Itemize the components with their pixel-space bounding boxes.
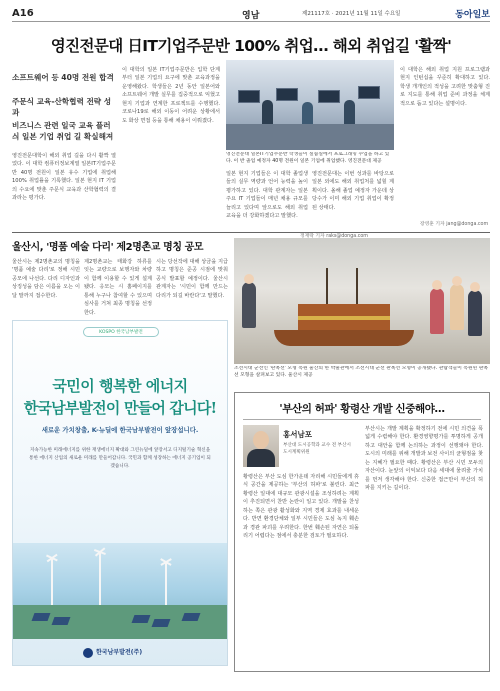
advertisement <box>12 320 228 666</box>
portrait-head <box>253 431 269 449</box>
solar-panel-icon <box>182 613 201 621</box>
ship-mast <box>326 268 328 304</box>
column-divider <box>243 419 481 420</box>
masthead <box>12 8 490 22</box>
ad-landscape-image <box>13 543 227 639</box>
section-name: 영남 <box>242 11 260 21</box>
visitor-figure <box>468 290 482 336</box>
solar-panel-icon <box>132 615 151 623</box>
article2-body-column: 제2명촌교는 태화강 하류를 잇는 교량으로 보행자와 차량이 함께 이용할 수 있게 설계됐다. 응모는 시 홈페이지를 통해 누구나 참여할 수 있으며 심사를 거쳐 최종 명칭을 선정한다. <box>84 259 152 316</box>
wind-turbine-icon <box>165 561 167 605</box>
author-name: 홍서남포 <box>283 430 312 439</box>
ship-model-photo <box>234 238 490 364</box>
ad-slogan: 국민이 행복한 에너지 <box>52 377 188 395</box>
article-body-column: 이 대학은 해외 취업 지원 프로그램과 현지 인턴십을 꾸준히 확대하고 있다. 학생 개개인의 적성을 고려한 맞춤형 진로 지도를 통해 취업 준비 과정을 체계적으로 돕고 있다는 설명이다. <box>400 67 490 107</box>
visitor-figure <box>430 288 444 334</box>
visitor-figure <box>242 282 256 328</box>
desk-shape <box>226 124 394 150</box>
ad-company-name: 한국남부발전(주) <box>96 649 143 656</box>
ship-hull <box>274 330 414 346</box>
article-subhead: 비즈니스 관련 일국 교육 플러싀 일본 기업 취업 길 확실해져 <box>12 121 114 142</box>
ad-slogan: 한국남부발전이 만들어 갑니다! <box>23 399 217 417</box>
page-number: A16 <box>12 8 34 19</box>
portrait-body <box>247 449 275 467</box>
ship-stripe <box>298 316 390 320</box>
article-subhead: 소프트웨어 등 40명 전원 합격 <box>12 73 114 82</box>
photo-caption: 영진전문대 일본IT기업주문반 학생들이 실습실에서 프로그래밍 수업을 하고 있다. 이 반 졸업 예정자 40명 전원이 일본 기업에 취업했다. 영진전문대 제공 <box>226 152 390 164</box>
visitor-head <box>470 282 480 292</box>
monitor-shape <box>238 90 260 103</box>
author-portrait <box>243 425 279 467</box>
ad-brand-tag: KOSPO 한국남부발전 <box>83 327 159 337</box>
solar-panel-icon <box>152 619 171 627</box>
visitor-figure <box>450 284 464 330</box>
article2-body-column: 시는 당선작에 대해 상금을 지급하고 명칭은 준공 시점에 맞춰 공식 발표할 예정이다. 울산시 관계자는 '시민이 함께 만드는 다리가 되길 바란다'고 말했다. <box>156 259 228 299</box>
solar-panel-icon <box>52 617 71 625</box>
opinion-column-box <box>234 392 490 672</box>
section-divider <box>12 232 490 233</box>
article2-byline: 정재락 기자 raks@donga.com <box>300 234 368 239</box>
photo-caption: 조선시대 군선인 '판옥선' 모형 복원 울산의 한 박물관에서 조선시대 군선 판옥선 모형이 공개됐다. 관람객들이 복원된 판옥선 모형을 살펴보고 있다. 울산시 제공 <box>234 366 489 378</box>
author-role: 부산대 도시공학과 교수 전 부산시 도시계획위원 <box>283 443 351 455</box>
issue-date: 제21117호 · 2021년 11월 11일 수요일 <box>302 11 401 17</box>
article-headline: 영진전문대 日IT기업주문반 100% 취업… 해외 취업길 '활짝' <box>50 37 452 55</box>
ad-subline: 새로운 가치창출, K-뉴딜에 한국남부발전이 앞장섭니다. <box>41 426 199 434</box>
monitor-shape <box>358 86 380 99</box>
wind-turbine-icon <box>51 557 53 605</box>
column-body-para: 개발을 찬성하는 쪽은 관광 활성화와 지역 경제 효과를 내세운다. 반면 환경단체와 일부 시민들은 도심 녹지 훼손과 경관 파괴를 우려한다. 한번 훼손된 자연은 되돌리기 어렵다는 점에서 충분한 검토가 필요하다. <box>243 499 359 539</box>
visitor-head <box>244 274 254 284</box>
classroom-photo <box>226 60 394 150</box>
article-byline: 장영훈 기자 jang@donga.com <box>420 222 489 227</box>
visitor-head <box>452 276 462 286</box>
monitor-shape <box>318 90 340 103</box>
ship-mast <box>356 268 358 304</box>
article2-body-column: 울산시는 제2명촌교의 명칭을 '명품 예술 다리'로 정해 시민 공모에 나선다. 다리 디자인과 상징성을 담은 이름을 오는 이달 말까지 접수한다. <box>12 259 80 299</box>
article-body-column: 영진전문대는 이번 성과를 바탕으로 일본 외에도 해외 취업처를 넓힐 계획이다. 올해 졸업 예정자 가운데 상당수가 이미 해외 기업 취업이 확정된 상태다. <box>312 171 394 211</box>
paper-logo: 동아일보 <box>455 10 490 20</box>
student-figure <box>262 100 273 126</box>
article2-headline: 울산시, '명품 예술 다리' 제2명촌교 명칭 공모 <box>12 242 204 253</box>
ground-shape <box>13 605 227 639</box>
column-title: '부산의 허파' 황령산 개발 신중해야… <box>279 403 445 415</box>
column-body: 황령산은 부산 도심 한가운데 자리해 시민들에게 휴식 공간을 제공하는 '부산의 허파'로 불린다. 최근 황령산 일대에 대규모 관광시설을 조성하려는 계획이 추진되면서 찬반 논란이 일고 있다. 개발을 찬성하는 쪽은 관광 활성화와 지역 경제 효과를 내세운다. 반면 환경단체와 일부 시민들은 도심 녹지 훼손과 경관 파괴를 우려한다. 한번 훼손된 자연은 되돌리기 어렵다는 점에서 충분한 검토가 필요하다. <box>243 474 359 539</box>
student-figure <box>344 100 355 126</box>
ad-body-text: 지속가능한 미래에너지를 위한 재생에너지 확대와 그린뉴딜에 앞장서고 디지털기술 혁신을 통한 에너지 산업의 새로운 미래를 만들어갑니다. 국민과 함께 성장하는 에너지 공기업이 되겠습니다. <box>29 448 211 469</box>
column-body: 부산시는 개발 계획을 확정하기 전에 시민 의견을 폭넓게 수렴해야 한다. 환경영향평가를 투명하게 공개하고 대안을 함께 논의하는 과정이 선행돼야 한다. 도시의 미래를 위해 개발과 보전 사이의 균형점을 찾는 지혜가 필요한 때다. 황령산은 부산 시민 모두의 자산이다. 눈앞의 이익보다 다음 세대에 물려줄 가치를 먼저 생각해야 한다. 신중한 접근만이 부산의 허파를 지키는 길이다. <box>365 426 483 491</box>
article-body-column: 일본 현지 기업들은 이 대학 졸업생들의 실무 역량과 언어 능력을 높이 평가하고 있다. 대학 관계자는 일본 주요 IT 기업들이 매년 채용 규모를 늘리고 있다며 앞으로도 해외 취업 교육을 더 강화하겠다고 말했다. <box>226 171 308 220</box>
visitor-head <box>432 280 442 290</box>
article-body-column: 이 대학의 일본 IT기업주문반은 입학 단계부터 일본 기업의 요구에 맞춘 교육과정을 운영해왔다. 학생들은 2년 동안 일본어와 소프트웨어 개발 실무를 집중적으로 익혔고 현지 기업과 연계한 프로젝트를 수행했다. 코로나19로 해외 이동이 어려운 상황에서도 화상 면접 등을 통해 채용이 이뤄졌다. <box>122 67 220 124</box>
monitor-shape <box>276 88 298 101</box>
company-logo-icon <box>83 648 93 658</box>
ad-company-logo <box>83 647 142 658</box>
wind-turbine-icon <box>99 551 101 605</box>
article-subhead: 주문식 교육-산학협력 전략 성과 <box>12 97 112 118</box>
article-body-column: 영진전문대학이 해외 취업 길을 다시 활짝 열었다. 이 대학 컴퓨터정보계열 일본IT기업주문반 40명 전원이 일본 유수 기업에 취업해 100% 취업률을 기록했다. 일본 현지 IT 기업의 수요에 맞춘 주문식 교육과 산학협력의 결과라는 평가다. <box>12 153 116 202</box>
column-body-para: 황령산은 부산 시민 모두의 자산이다. 눈앞의 이익보다 다음 세대에 물려줄 가치를 먼저 생각해야 한다. 신중한 접근만이 부산의 허파를 지키는 길이다. <box>365 459 483 491</box>
solar-panel-icon <box>32 613 51 621</box>
